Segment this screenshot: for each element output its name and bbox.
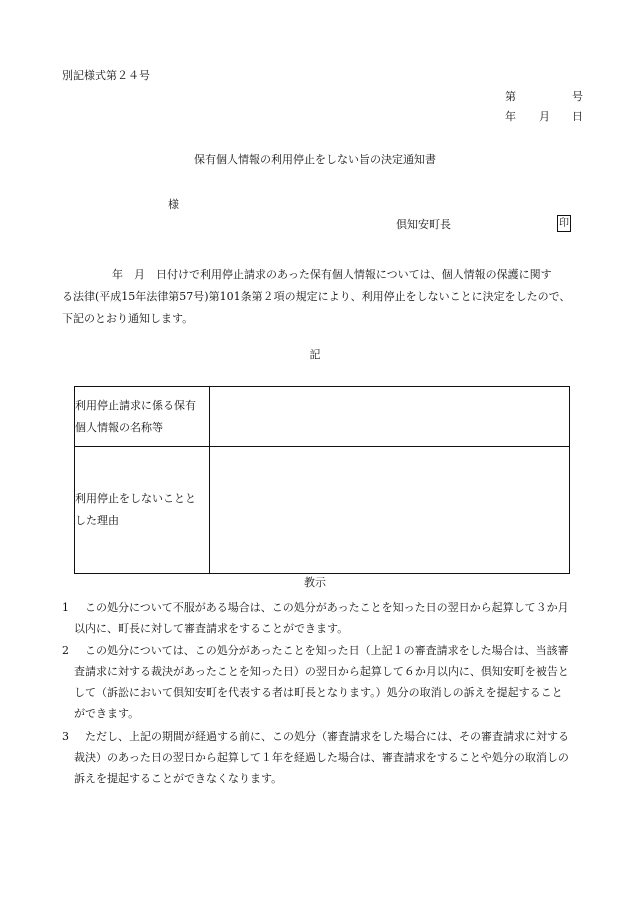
label-line: 利用停止請求に係る保有 <box>75 398 196 412</box>
body-line: 下記のとおり通知します。 <box>62 312 194 325</box>
label-line: した理由 <box>75 514 119 527</box>
instruction-note-3 <box>62 726 592 789</box>
label-line: 利用停止をしないことと <box>75 492 196 505</box>
note-line: この処分について不服がある場合は、この処分があったことを知った日の翌日から起算して３か月 <box>74 601 569 614</box>
note-line: ただし、上記の期間が経過する前に、この処分（審査請求をした場合には、その審査請求に対する <box>74 730 569 743</box>
document-number-suffix: 号 <box>572 90 583 103</box>
note-line: して（訴訟において倶知安町を代表する者は町長となります。）処分の取消しの訴えを提起すること <box>74 686 563 699</box>
instruction-note-2 <box>62 640 592 724</box>
row-value-reason <box>210 447 570 574</box>
seal-mark: 印 <box>557 215 571 232</box>
table-row <box>75 447 570 574</box>
ki-heading: 記 <box>309 348 321 361</box>
row-label-info-name <box>75 387 210 447</box>
body-line: る法律(平成15年法律第57号)第101条第２項の規定により、利用停止をしないことに決定をしたので、 <box>62 290 571 303</box>
note-number: 2 <box>62 644 69 657</box>
document-title: 保有個人情報の利用停止をしない旨の決定通知書 <box>194 153 436 166</box>
note-line: この処分については、この処分があったことを知った日（上記１の審査請求をした場合は、当該審 <box>74 644 569 657</box>
addressee-honorific: 様 <box>168 198 179 211</box>
note-line: 裁決）のあった日の翌日から起算して１年を経過した場合は、審査請求をすることや処分の取消しの <box>74 751 569 764</box>
note-number: 1 <box>62 601 69 614</box>
body-line: 年 月 日付けで利用停止請求のあった保有個人情報については、個人情報の保護に関す <box>112 268 552 281</box>
table-row <box>75 387 570 447</box>
date-month-label: 月 <box>539 110 550 123</box>
document-number-label: 第 <box>505 90 516 103</box>
form-number: 別記様式第２４号 <box>62 69 150 82</box>
body-paragraph <box>62 264 582 330</box>
note-line: 査請求に対する裁決があったことを知った日）の翌日から起算して６か月以内に、倶知安町を被告と <box>74 665 569 678</box>
date-day-label: 日 <box>572 110 583 123</box>
note-line: 以内に、町長に対して審査請求をすることができます。 <box>74 622 349 635</box>
note-line: 訴えを提起することができなくなります。 <box>74 772 283 785</box>
note-number: 3 <box>62 730 69 743</box>
instruction-note-1 <box>62 597 592 639</box>
row-label-reason <box>75 447 210 574</box>
row-value-info-name <box>210 387 570 447</box>
note-line: ができます。 <box>74 707 140 720</box>
kyoji-heading: 教示 <box>304 576 326 589</box>
label-line: 個人情報の名称等 <box>75 420 163 434</box>
date-year-label: 年 <box>505 110 516 123</box>
sender-name: 倶知安町長 <box>396 218 451 231</box>
details-table <box>74 386 570 574</box>
